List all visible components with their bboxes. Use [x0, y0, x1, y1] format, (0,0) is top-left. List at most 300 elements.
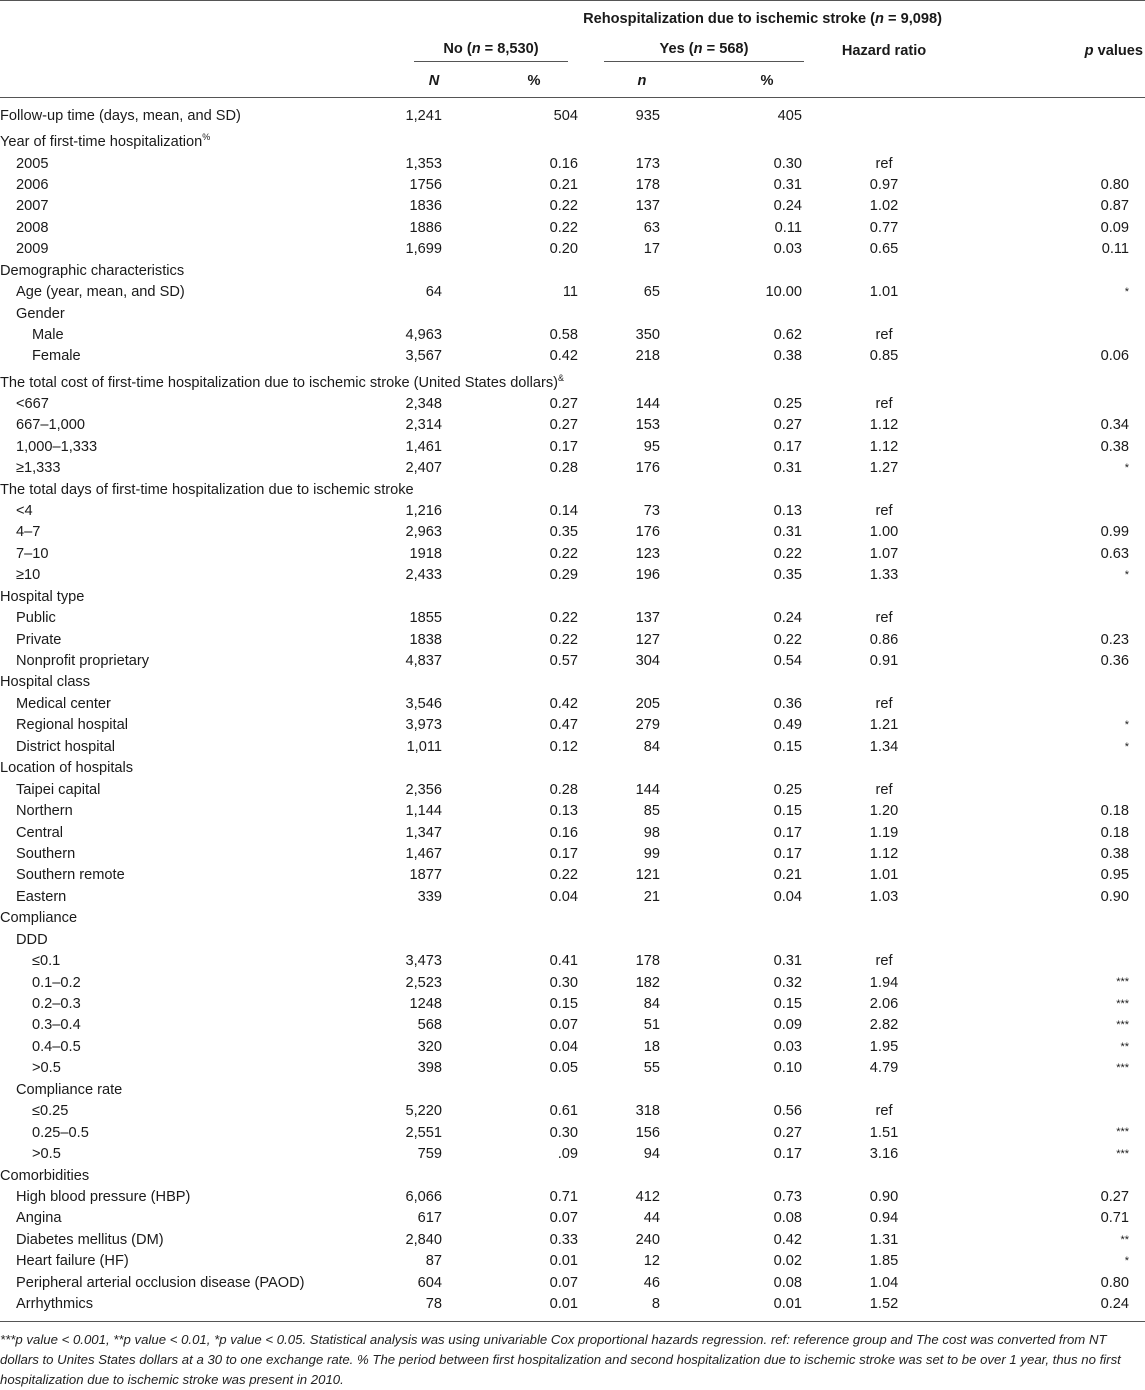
table-row — [0, 608, 1145, 629]
no-n-cell — [380, 1080, 468, 1101]
table-row — [0, 629, 1145, 650]
table-row — [0, 346, 1145, 367]
yes-n-cell: 8 — [580, 1294, 694, 1322]
hazard-ratio-cell: 1.04 — [869, 1274, 899, 1291]
row-label — [0, 929, 380, 950]
yes-n-cell: 95 — [643, 438, 660, 455]
yes-n-cell: 17 — [643, 241, 660, 258]
hazard-ratio-cell: 1.27 — [869, 460, 899, 477]
row-label — [0, 196, 380, 217]
yes-pct-cell — [694, 586, 810, 607]
yes-pct-cell: 0.25 — [773, 395, 802, 412]
no-n-cell — [380, 303, 468, 324]
yes-pct-cell — [694, 127, 810, 153]
p-value-cell — [958, 501, 1145, 522]
row-label-text: Hospital type — [0, 588, 85, 605]
no-n-cell: 2,314 — [405, 417, 442, 434]
no-n-cell: 1836 — [409, 198, 442, 215]
p-value-cell: * — [1124, 1255, 1130, 1268]
hazard-ratio-cell: 0.97 — [869, 176, 899, 193]
table-row — [0, 98, 1145, 128]
no-pct-cell: 0.57 — [549, 653, 578, 669]
p-value-cell: 0.38 — [1100, 438, 1130, 455]
no-pct-cell: 0.29 — [549, 567, 578, 584]
table-row — [0, 822, 1145, 843]
table-row — [0, 196, 1145, 217]
row-label-text: Age (year, mean, and SD) — [16, 284, 185, 301]
p-value-cell — [958, 929, 1145, 950]
no-pct-cell: 0.28 — [549, 781, 578, 798]
row-label — [0, 908, 380, 929]
no-pct-cell — [468, 303, 580, 324]
yes-group-header: Yes (n = 568) — [580, 37, 810, 65]
row-label-text: Taipei capital — [16, 781, 101, 798]
no-pct-cell — [468, 672, 580, 693]
hazard-ratio-cell — [810, 672, 958, 693]
hazard-ratio-cell: 2.06 — [869, 996, 899, 1012]
yes-n-cell: 44 — [643, 1210, 660, 1227]
yes-pct-cell: 0.09 — [773, 1017, 802, 1034]
row-label-text: 2006 — [16, 176, 49, 193]
row-label-text: Diabetes mellitus (DM) — [16, 1231, 164, 1248]
yes-pct-cell — [694, 303, 810, 324]
p-value-cell — [958, 586, 1145, 607]
yes-n-cell: 144 — [635, 395, 660, 412]
hazard-ratio-cell: 1.01 — [869, 867, 899, 884]
yes-n-cell — [580, 1080, 694, 1101]
yes-pct-cell: 405 — [777, 108, 802, 125]
no-pct-cell: 0.42 — [549, 695, 578, 712]
row-label — [0, 737, 380, 758]
hazard-ratio-cell: 1.33 — [869, 567, 899, 584]
no-pct-cell: 0.07 — [549, 1017, 578, 1034]
p-value-cell: 0.36 — [1100, 653, 1130, 669]
yes-pct-cell: 0.36 — [773, 695, 802, 712]
row-label — [0, 458, 380, 479]
no-n-cell: 2,551 — [405, 1124, 442, 1141]
row-label — [0, 1080, 380, 1101]
no-pct-cell: 0.12 — [549, 738, 578, 755]
no-pct-cell: 504 — [553, 108, 578, 125]
p-value-cell: 0.87 — [1100, 198, 1130, 215]
p-value-cell: 0.80 — [1100, 1274, 1130, 1291]
p-value-cell — [958, 1080, 1145, 1101]
row-label-text: ≤0.1 — [32, 953, 61, 970]
yes-n-cell: 178 — [635, 176, 660, 193]
row-label — [0, 175, 380, 196]
no-n-cell: 3,567 — [405, 348, 442, 365]
no-n-cell: 1,347 — [405, 824, 442, 841]
yes-pct-cell: 0.15 — [773, 738, 802, 755]
no-n-cell: 2,840 — [405, 1231, 442, 1248]
yes-pct-cell: 0.22 — [773, 545, 802, 562]
no-n-cell — [380, 672, 468, 693]
no-pct-cell: 0.07 — [549, 1210, 578, 1227]
hazard-ratio-cell — [810, 1165, 958, 1186]
row-label-text: The total days of first-time hospitalization due to ischemic stroke — [0, 481, 414, 498]
table-row — [0, 175, 1145, 196]
yes-n-cell: 123 — [635, 545, 660, 562]
p-value-cell — [958, 608, 1145, 629]
no-n-cell: 1756 — [409, 176, 442, 193]
no-pct-cell — [468, 586, 580, 607]
row-label — [0, 844, 380, 865]
hazard-ratio-cell: 3.16 — [869, 1146, 899, 1163]
p-value-cell — [958, 153, 1145, 174]
yes-pct-cell: 0.17 — [773, 1146, 802, 1163]
yes-pct-cell — [694, 368, 810, 394]
no-n-cell — [380, 929, 468, 950]
yes-pct-cell: 0.03 — [773, 241, 802, 258]
table-row — [0, 586, 1145, 607]
no-pct-cell: 0.22 — [549, 867, 578, 884]
yes-n-cell: 18 — [643, 1038, 660, 1055]
row-label-text: Male — [32, 327, 64, 344]
table-row — [0, 1058, 1145, 1079]
row-label-text: Heart failure (HF) — [16, 1253, 129, 1270]
row-label-text: Follow-up time (days, mean, and SD) — [0, 108, 241, 125]
row-label — [0, 501, 380, 522]
hazard-ratio-cell: ref — [875, 781, 893, 798]
row-label — [0, 1015, 380, 1036]
no-pct-cell: 0.22 — [549, 545, 578, 562]
p-value-cell — [958, 1165, 1145, 1186]
hazard-ratio-cell: 0.85 — [869, 348, 899, 365]
yes-pct-cell: 0.08 — [773, 1210, 802, 1227]
hazard-ratio-cell: 1.12 — [869, 845, 899, 862]
yes-n-cell — [580, 260, 694, 281]
row-label-text: Year of first-time hospitalization — [0, 134, 203, 151]
row-label-text: Southern remote — [16, 867, 125, 884]
yes-pct-cell: 0.22 — [773, 631, 802, 648]
row-label-text: Compliance — [0, 910, 78, 927]
yes-n-cell: 84 — [643, 738, 660, 755]
no-n-cell: 1918 — [409, 545, 442, 562]
table-row — [0, 544, 1145, 565]
table-row — [0, 672, 1145, 693]
row-label — [0, 1294, 380, 1322]
yes-pct-cell: 0.31 — [773, 460, 802, 477]
hazard-ratio-cell: ref — [875, 610, 893, 627]
row-label-text: Demographic characteristics — [0, 262, 185, 279]
table-row — [0, 1187, 1145, 1208]
no-pct-cell: 0.01 — [468, 1294, 580, 1322]
yes-n-cell — [580, 479, 694, 500]
no-pct-cell — [468, 908, 580, 929]
row-label — [0, 303, 380, 324]
no-n-cell: 4,963 — [405, 327, 442, 344]
table-row — [0, 303, 1145, 324]
p-value-cell: 0.06 — [1100, 348, 1130, 365]
no-pct-cell: 0.30 — [549, 974, 578, 991]
no-pct-cell — [468, 260, 580, 281]
hazard-ratio-cell: 0.86 — [869, 631, 899, 648]
p-value-cell — [958, 368, 1145, 394]
row-label — [0, 994, 380, 1015]
yes-pct-cell: 0.73 — [773, 1188, 802, 1205]
row-label — [0, 951, 380, 972]
hazard-ratio-cell: 1.94 — [869, 974, 899, 991]
hazard-ratio-cell: 1.01 — [869, 284, 899, 301]
table-row — [0, 1080, 1145, 1101]
yes-n-cell: 94 — [643, 1146, 660, 1163]
p-value-cell — [958, 260, 1145, 281]
no-n-cell — [380, 127, 468, 153]
hazard-ratio-cell — [810, 929, 958, 950]
no-pct-cell: 0.15 — [549, 996, 578, 1012]
yes-n-cell: 99 — [643, 845, 660, 862]
yes-pct-cell: 0.54 — [773, 653, 802, 669]
no-pct-cell: 0.71 — [549, 1188, 578, 1205]
row-label — [0, 651, 380, 672]
no-n-cell: 339 — [417, 888, 442, 905]
hazard-ratio-cell: 1.19 — [869, 824, 899, 841]
hazard-ratio-cell — [810, 98, 958, 128]
p-value-cell: ** — [1120, 1233, 1130, 1246]
p-value-cell — [958, 779, 1145, 800]
row-label-text: >0.5 — [32, 1146, 61, 1163]
hazard-ratio-cell: 1.12 — [869, 438, 899, 455]
yes-pct-header: % — [760, 73, 774, 89]
row-label-text: 667–1,000 — [16, 417, 85, 434]
hazard-ratio-cell: 1.85 — [869, 1253, 899, 1270]
yes-n-cell: 218 — [635, 348, 660, 365]
table-row — [0, 844, 1145, 865]
no-pct-cell: 0.20 — [549, 241, 578, 258]
no-n-cell: 1855 — [409, 610, 442, 627]
row-label-text: Compliance rate — [16, 1081, 123, 1098]
no-pct-cell: 0.58 — [549, 327, 578, 344]
yes-n-cell: 12 — [643, 1253, 660, 1270]
yes-pct-cell: 0.13 — [773, 502, 802, 519]
no-n-cell: 4,837 — [405, 653, 442, 669]
hazard-ratio-cell: 1.07 — [869, 545, 899, 562]
yes-n-cell: 51 — [643, 1017, 660, 1034]
p-value-cell: ** — [1120, 1040, 1130, 1053]
row-label — [0, 1101, 380, 1122]
row-label-text: Eastern — [16, 888, 67, 905]
p-value-cell: * — [1124, 569, 1130, 582]
no-N-header: N — [428, 73, 440, 89]
yes-n-header: n — [637, 73, 647, 89]
row-label — [0, 394, 380, 415]
no-n-cell: 1,241 — [405, 108, 442, 125]
row-label-text: Central — [16, 824, 64, 841]
table-row — [0, 565, 1145, 586]
no-pct-cell: 0.22 — [549, 219, 578, 236]
no-n-cell: 2,356 — [405, 781, 442, 798]
row-label — [0, 758, 380, 779]
table-row — [0, 887, 1145, 908]
no-n-cell: 1,216 — [405, 502, 442, 519]
yes-pct-cell — [694, 479, 810, 500]
row-label — [0, 1251, 380, 1272]
table-row — [0, 260, 1145, 281]
no-n-cell: 3,473 — [405, 953, 442, 970]
hazard-ratio-cell — [810, 758, 958, 779]
row-label-text: 4–7 — [16, 524, 41, 541]
no-pct-cell: 0.17 — [549, 438, 578, 455]
row-label-text: <667 — [16, 395, 49, 412]
yes-n-cell: 144 — [635, 781, 660, 798]
no-n-cell: 1877 — [409, 867, 442, 884]
hazard-ratio-cell — [810, 908, 958, 929]
table-row — [0, 951, 1145, 972]
row-label — [0, 629, 380, 650]
header-row-columns — [0, 37, 1145, 65]
row-label — [0, 522, 380, 543]
p-value-cell — [958, 1101, 1145, 1122]
yes-n-cell — [580, 672, 694, 693]
p-value-cell: 0.80 — [1100, 176, 1130, 193]
row-label — [0, 715, 380, 736]
yes-n-cell: 127 — [635, 631, 660, 648]
row-label-text: ≥1,333 — [16, 460, 61, 477]
table-row — [0, 994, 1145, 1015]
row-label — [0, 415, 380, 436]
hazard-ratio-cell: ref — [875, 395, 893, 412]
table-footnote: ***p value < 0.001, **p value < 0.01, *p value < 0.05. Statistical analysis was using univariable Cox proportional hazards regression. ref: reference group and The cost was converted from NT dollars to Unites States dollars at a 30 to one exchange rate. % The period between first hospitalization and second hospitalization due to ischemic stroke was set to be over 1 year, thus no first hospitalization due to ischemic stroke was present in 2010. — [0, 1332, 1121, 1388]
yes-pct-cell — [694, 758, 810, 779]
row-label — [0, 822, 380, 843]
no-n-cell: 759 — [417, 1146, 442, 1163]
no-pct-cell: 0.17 — [549, 845, 578, 862]
hazard-ratio-cell — [810, 586, 958, 607]
p-value-cell — [958, 951, 1145, 972]
p-value-cell — [958, 479, 1145, 500]
yes-pct-cell — [694, 672, 810, 693]
p-values-header: p values — [1084, 43, 1144, 59]
yes-n-cell: 176 — [635, 524, 660, 541]
row-label — [0, 1272, 380, 1293]
row-label-text: Northern — [16, 803, 73, 820]
row-label — [0, 282, 380, 303]
yes-pct-cell: 10.00 — [765, 284, 802, 301]
p-value-cell — [958, 325, 1145, 346]
hazard-ratio-cell: 4.79 — [869, 1060, 899, 1077]
no-n-cell: 2,433 — [405, 567, 442, 584]
yes-n-cell — [580, 127, 694, 153]
hazard-ratio-cell: 1.03 — [869, 888, 899, 905]
yes-pct-cell: 0.15 — [773, 803, 802, 820]
yes-pct-cell: 0.24 — [773, 198, 802, 215]
no-n-cell: 1,011 — [406, 738, 442, 755]
yes-n-cell: 196 — [635, 567, 660, 584]
table-row — [0, 1122, 1145, 1143]
yes-pct-cell: 0.27 — [773, 417, 802, 434]
p-value-cell: 0.27 — [1100, 1188, 1130, 1205]
no-pct-cell: 0.16 — [549, 824, 578, 841]
header-row-group — [0, 1, 1145, 38]
hazard-ratio-cell: ref — [875, 327, 893, 344]
yes-n-cell — [580, 303, 694, 324]
yes-pct-cell: 0.25 — [773, 781, 802, 798]
yes-pct-cell: 0.31 — [773, 953, 802, 970]
hazard-ratio-cell: 1.12 — [869, 417, 899, 434]
hazard-ratio-cell: ref — [875, 695, 893, 712]
no-pct-header: % — [527, 73, 541, 89]
no-pct-cell: 0.04 — [549, 1038, 578, 1055]
table-row — [0, 737, 1145, 758]
row-label — [0, 972, 380, 993]
yes-n-cell — [580, 758, 694, 779]
row-label-text: High blood pressure (HBP) — [16, 1188, 191, 1205]
p-value-cell: *** — [1116, 976, 1130, 989]
row-label-text: District hospital — [16, 738, 115, 755]
row-label — [0, 218, 380, 239]
hazard-ratio-cell: 1.31 — [869, 1231, 899, 1248]
table-row — [0, 1165, 1145, 1186]
no-pct-cell: 0.04 — [549, 888, 578, 905]
no-n-cell: 87 — [425, 1253, 442, 1270]
p-value-cell: 0.90 — [1100, 888, 1130, 905]
yes-n-cell: 176 — [635, 460, 660, 477]
no-n-cell: 2,348 — [405, 395, 442, 412]
table-row — [0, 779, 1145, 800]
row-label — [0, 346, 380, 367]
table-row — [0, 651, 1145, 672]
yes-n-cell: 182 — [635, 974, 660, 991]
yes-pct-cell: 0.38 — [773, 348, 802, 365]
yes-pct-cell: 0.35 — [773, 567, 802, 584]
p-value-cell: 0.95 — [1100, 867, 1130, 884]
row-label-text: ≥10 — [16, 567, 41, 584]
yes-pct-cell: 0.62 — [773, 327, 802, 344]
hazard-ratio-cell: 0.94 — [869, 1210, 899, 1227]
yes-pct-cell: 0.01 — [694, 1294, 810, 1322]
yes-pct-cell: 0.08 — [773, 1274, 802, 1291]
hazard-ratio-cell — [810, 127, 958, 153]
row-label-text: >0.5 — [32, 1060, 61, 1077]
row-label — [0, 608, 380, 629]
hazard-ratio-cell: 0.91 — [869, 653, 899, 669]
yes-pct-cell: 0.30 — [773, 155, 802, 172]
yes-n-cell: 121 — [635, 867, 660, 884]
no-pct-cell: 0.35 — [549, 524, 578, 541]
p-value-cell: *** — [1116, 1126, 1130, 1139]
p-value-cell: *** — [1116, 1147, 1130, 1160]
table-row — [0, 1208, 1145, 1229]
p-value-cell: 0.11 — [1101, 241, 1130, 258]
row-label — [0, 1187, 380, 1208]
no-n-cell: 3,546 — [405, 695, 442, 712]
row-label — [0, 865, 380, 886]
row-label-text: The total cost of first-time hospitalization due to ischemic stroke (United States dollars) — [0, 374, 559, 391]
row-label-text: Public — [16, 610, 56, 627]
no-n-cell — [380, 586, 468, 607]
no-n-cell: 78 — [380, 1294, 468, 1322]
row-label — [0, 694, 380, 715]
table-row — [0, 436, 1145, 457]
row-label — [0, 672, 380, 693]
yes-n-cell: 304 — [635, 653, 660, 669]
no-n-cell: 1,461 — [405, 438, 442, 455]
p-value-cell: * — [1124, 719, 1130, 732]
row-label-text: DDD — [16, 931, 48, 948]
yes-n-cell: 173 — [635, 155, 660, 172]
yes-pct-cell: 0.10 — [773, 1060, 802, 1077]
table-row — [0, 1101, 1145, 1122]
row-label-text: Comorbidities — [0, 1167, 90, 1184]
no-group-header: No (n = 8,530) — [380, 37, 580, 65]
no-n-cell: 2,963 — [405, 524, 442, 541]
hazard-ratio-cell: 0.65 — [869, 241, 899, 258]
no-n-cell: 64 — [425, 284, 442, 301]
hazard-ratio-cell: 1.21 — [869, 717, 899, 734]
no-pct-cell: 0.21 — [549, 176, 578, 193]
no-n-cell: 1,144 — [405, 803, 442, 820]
table-row — [0, 1015, 1145, 1036]
